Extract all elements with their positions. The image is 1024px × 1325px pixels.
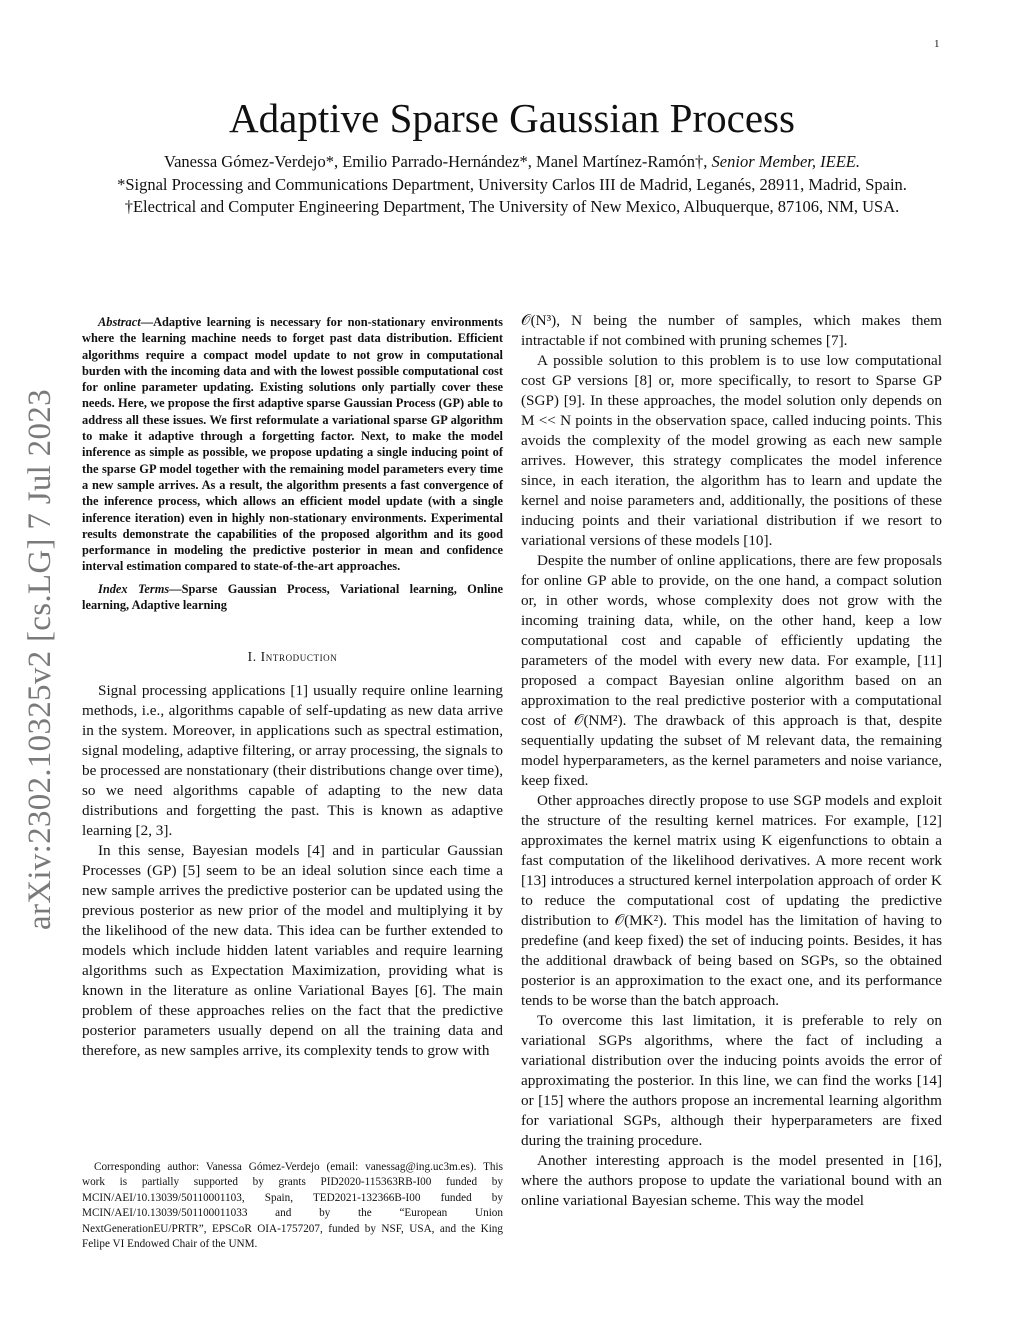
intro-paragraph: Signal processing applications [1] usually require online learning methods, i.e., algorithms capable of self-updating as new data arrive in the system. Moreover, in applications such as spectral estimation, signal modeling, adaptive filtering, or array processing, the signals to be processed are nonstationary (their distributions change over time), so we need algorithms capable of adapting to the new data distributions and forgetting the past. This is known as adaptive learning [2, 3]. bbox=[82, 682, 503, 840]
index-terms-text: —Sparse Gaussian Process, Variational learning, Online learning, Adaptive learning bbox=[82, 581, 503, 613]
arxiv-identifier-stamp[interactable]: arXiv:2302.10325v2 [cs.LG] 7 Jul 2023 bbox=[22, 389, 58, 930]
intro-paragraph: In this sense, Bayesian models [4] and in particular Gaussian Processes (GP) [5] seem to be an ideal solution since each time a new sample arrives the predictive posterior can be updated using the previous posterior as new prior of the model and multiplying it by the likelihood of the new data. This idea can be further extended to models which include hidden latent variables and require learning algorithms such as Expectation Maximization, providing what is known in the literature as online Variational Bayes [6]. The main problem of these approaches relies on the fact that the predictive posterior parameters usually depend on all the training data and therefore, as new samples arrive, its complexity tends to grow with bbox=[82, 842, 503, 1060]
body-paragraph: 𝒪(N³), N being the number of samples, which makes them intractable if not combined with pruning schemes [7]. bbox=[521, 312, 942, 349]
left-column bbox=[82, 314, 503, 1061]
page-number: 1 bbox=[934, 38, 940, 50]
affiliation-madrid: *Signal Processing and Communications Department, University Carlos III de Madrid, Leganés, 28911, Madrid, Spain. bbox=[117, 174, 907, 194]
abstract bbox=[82, 314, 503, 575]
body-paragraph: Other approaches directly propose to use SGP models and exploit the structure of the resulting kernel matrices. For example, [12] approximates the kernel matrix using K eigenfunctions to obtain a fast computation of the likelihood derivatives. A more recent work [13] introduces a structured kernel interpolation approach of order K to reduce the computational cost of updating the predictive distribution to 𝒪(MK²). This model has the limitation of having to predefine (and keep fixed) the set of inducing points. Besides, it has the additional drawback of being based on SGPs, so the obtained posterior is an approximation to the exact one, and its performance tends to be worse than the batch approach. bbox=[521, 792, 942, 1009]
body-paragraph: A possible solution to this problem is to use low computational cost GP versions [8] or, more specifically, to resort to Sparse GP (SGP) [9]. In these approaches, the model solution only depends on M << N points in the observation space, called inducing points. This avoids the complexity of the model growing as each new sample arrives. However, this strategy complicates the model inference since, in each iteration, the algorithm has to learn and update the kernel and noise parameters and, additionally, the positions of these inducing points and their variational distribution if we resort to variational versions of these models [10]. bbox=[521, 352, 942, 549]
author-role: Senior Member, IEEE. bbox=[711, 152, 860, 171]
index-terms-lead: Index Terms bbox=[98, 581, 170, 596]
affiliation-new-mexico: †Electrical and Computer Engineering Department, The University of New Mexico, Albuquerque, 87106, NM, USA. bbox=[124, 197, 900, 216]
abstract-lead: Abstract bbox=[98, 315, 141, 329]
body-paragraph: Despite the number of online applications, there are few proposals for online GP able to provide, on the one hand, a compact solution or, in other words, whose complexity does not grow with the incoming training data, while, on the other hand, keep a low computational cost and capable of efficiently updating the parameters of the model with every new data. For example, [11] proposed a compact Bayesian online algorithm based on an approximation to the real predictive posterior with a computational cost of 𝒪(NM²). The drawback of this approach is that, despite sequentially updating the subset of M relevant data, the remaining model hyperparameters, as the kernel parameters and noise variance, keep fixed. bbox=[521, 552, 942, 789]
author-block bbox=[80, 151, 944, 219]
abstract-text: —Adaptive learning is necessary for non-stationary environments where the learning machine needs to forget past data distribution. Efficient algorithms require a compact model update to not grow in computational burden with the incoming data and with the lowest possible computational cost for online parameter updating. Existing solutions only partially cover these needs. Here, we propose the first adaptive sparse Gaussian Process (GP) able to address all these issues. We first reformulate a variational sparse GP algorithm to make it adaptive through a forgetting factor. Next, to make the model inference as simple as possible, we propose updating a single inducing point of the sparse GP model together with the remaining model parameters every time a new sample arrives. As a result, the algorithm presents a fast convergence of the inference process, which allows an efficient model update (with a single inference iteration) even in highly non-stationary environments. Experimental results demonstrate the capabilities of the proposed algorithm and its good performance in modeling the predictive posterior in mean and confidence interval estimation compared to state-of-the-art approaches. bbox=[82, 315, 503, 574]
body-paragraph: Another interesting approach is the model presented in [16], where the authors propose to update the variational bound with an online variational Bayesian scheme. This way the model bbox=[521, 1152, 942, 1209]
right-column bbox=[521, 311, 942, 1211]
corresponding-author-footnote: Corresponding author: Vanessa Gómez-Verdejo (email: vanessag@ing.uc3m.es). This work is partially supported by grants PID2020-115363RB-I00 funded by MCIN/AEI/10.13039/50110001103, Spain, TED2021-132366B-I00 funded by MCIN/AEI/10.13039/501100011033 and by the “European Union NextGenerationEU/PRTR”, EPSCoR OIA-1757207, funded by NSF, USA, and the King Felipe VI Endowed Chair of the UNM. bbox=[82, 1161, 503, 1251]
index-terms bbox=[82, 581, 503, 614]
section-heading-introduction: I. Introduction bbox=[247, 649, 338, 665]
author-names: Vanessa Gómez-Verdejo*, Emilio Parrado-Hernández*, Manel Martínez-Ramón†, bbox=[164, 152, 712, 171]
body-paragraph: To overcome this last limitation, it is preferable to rely on variational SGPs algorithms, where the fact of including a variational distribution over the inducing points avoids the error of approximating the posterior. In this line, we can find the works [14] or [15] where the authors propose an incremental learning algorithm for variational SGPs, although their hyperparameters are fixed during the training procedure. bbox=[521, 1012, 942, 1149]
paper-title: Adaptive Sparse Gaussian Process bbox=[229, 95, 795, 141]
